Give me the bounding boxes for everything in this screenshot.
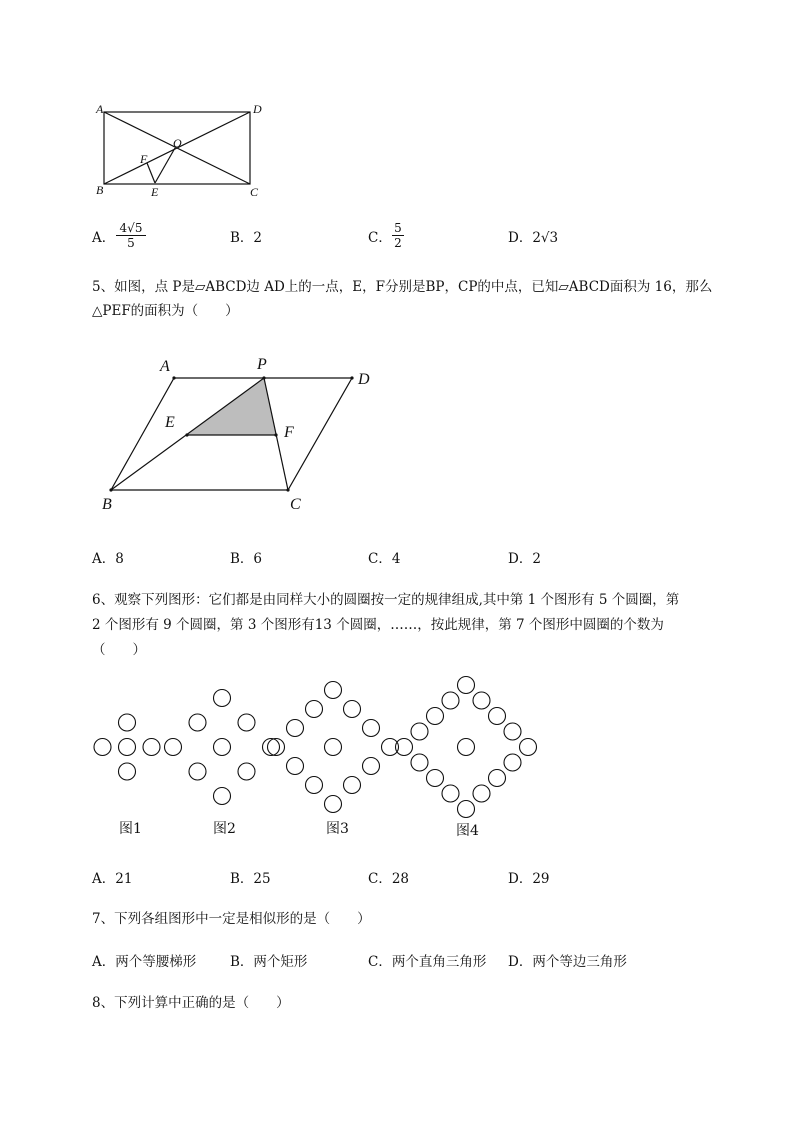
q6-fig2-circle <box>189 763 206 780</box>
q5-label-a: A <box>160 358 170 375</box>
q6-fig4-circle <box>504 754 521 771</box>
q6-fig4-circle <box>427 770 444 787</box>
q4-option-a-label: A． <box>92 230 116 246</box>
q6-fig1-circle <box>119 714 136 731</box>
q4-label-c: C <box>250 185 259 199</box>
q6-fig4-circle <box>411 723 428 740</box>
q5-label-b: B <box>102 496 112 513</box>
q6-fig4-circle <box>458 739 475 756</box>
q4-option-d: D．2√3 <box>508 230 559 246</box>
q6-fig2-circle <box>189 714 206 731</box>
q6-fig3-circle <box>344 777 361 794</box>
q6-option-c: C．28 <box>368 871 410 887</box>
q6-fig3-circle <box>325 796 342 813</box>
q4-option-c-numerator: 5 <box>392 221 404 236</box>
q5-label-e: E <box>165 414 175 431</box>
q6-fig4-circle <box>489 770 506 787</box>
q7-option-b: B．两个矩形 <box>230 954 308 970</box>
q4-option-c-denominator: 2 <box>394 236 402 250</box>
q5-option-a: A．8 <box>92 551 124 567</box>
q6-fig4-circle <box>473 692 490 709</box>
q4-label-f: F <box>140 152 148 166</box>
q6-fig4-circle <box>442 785 459 802</box>
q6-option-b: B．25 <box>230 871 271 887</box>
q6-fig2-circle <box>214 690 231 707</box>
q6-fig2-circle <box>214 739 231 756</box>
q6-fig3-circle <box>363 758 380 775</box>
q7-option-d: D．两个等边三角形 <box>508 954 627 970</box>
q6-fig1-circle <box>119 739 136 756</box>
q8-question: 8、下列计算中正确的是（ ） <box>92 995 290 1011</box>
q6-fig3-circle <box>287 720 304 737</box>
q6-option-a: A．21 <box>92 871 133 887</box>
q7-option-a: A．两个等腰梯形 <box>92 954 197 970</box>
q6-caption-3: 图3 <box>326 821 349 837</box>
q4-option-a-numerator: 4√5 <box>116 221 146 236</box>
q6-fig2-circle <box>238 763 255 780</box>
q4-label-d: D <box>253 102 262 116</box>
q6-fig3-circle <box>344 701 361 718</box>
q5-label-c: C <box>290 496 301 513</box>
q6-fig4-circle <box>458 801 475 818</box>
q5-option-d: D．2 <box>508 551 541 567</box>
q6-fig4-circle <box>504 723 521 740</box>
q4-label-b: B <box>96 183 104 197</box>
q6-fig3-circle <box>306 701 323 718</box>
q6-question-line2: 2 个图形有 9 个圆圈，第 3 个图形有13 个圆圈，……，按此规律，第 7 个图形中圆圈的个数为 <box>92 617 664 633</box>
q6-fig3-circle <box>287 758 304 775</box>
q6-fig3-circle <box>268 739 285 756</box>
q5-question-line1: 5、如图，点 P是▱ABCD边 AD上的一点，E，F分别是BP，CP的中点，已知▱ABCD面积为 16，那么 <box>92 279 713 295</box>
q6-fig4-circle <box>458 677 475 694</box>
q6-fig4-circle <box>427 708 444 725</box>
q6-question-line1: 6、观察下列图形：它们都是由同样大小的圆圈按一定的规律组成,其中第 1 个图形有 5 个圆圈，第 <box>92 592 680 608</box>
q6-fig4-circle <box>411 754 428 771</box>
q6-fig2-circle <box>238 714 255 731</box>
q4-option-b: B．2 <box>230 230 263 246</box>
q6-fig3-circle <box>325 739 342 756</box>
q6-caption-4: 图4 <box>456 823 479 839</box>
q6-caption-2: 图2 <box>213 821 236 837</box>
q4-label-a: A <box>96 102 104 116</box>
q6-fig3-circle <box>306 777 323 794</box>
q7-option-c: C．两个直角三角形 <box>368 954 487 970</box>
q7-question: 7、下列各组图形中一定是相似形的是（ ） <box>92 911 371 927</box>
q4-label-e: E <box>151 185 159 199</box>
q4-option-a-denominator: 5 <box>127 236 135 250</box>
q6-fig2-circle <box>165 739 182 756</box>
q6-fig2-circle <box>214 788 231 805</box>
q5-question-line2: △PEF的面积为（ ） <box>92 303 239 319</box>
q6-question-line3: （ ） <box>92 642 146 658</box>
q5-label-d: D <box>358 371 370 388</box>
q6-fig3-circle <box>363 720 380 737</box>
q6-fig1-circle <box>94 739 111 756</box>
q5-label-f: F <box>284 424 294 441</box>
q6-fig4-circle <box>489 708 506 725</box>
q6-fig3-circle <box>325 682 342 699</box>
q4-label-o: O <box>173 136 182 150</box>
q6-option-d: D．29 <box>508 871 550 887</box>
q5-option-c: C．4 <box>368 551 401 567</box>
q4-option-c-label: C． <box>368 230 392 246</box>
q6-fig4-circle <box>520 739 537 756</box>
q5-option-b: B．6 <box>230 551 263 567</box>
q5-label-p: P <box>257 356 267 373</box>
q6-caption-1: 图1 <box>119 821 142 837</box>
q6-fig4-circle <box>473 785 490 802</box>
q6-fig2-circle <box>263 739 280 756</box>
q6-fig4-circle <box>442 692 459 709</box>
q6-fig1-circle <box>119 763 136 780</box>
q6-fig1-circle <box>143 739 160 756</box>
